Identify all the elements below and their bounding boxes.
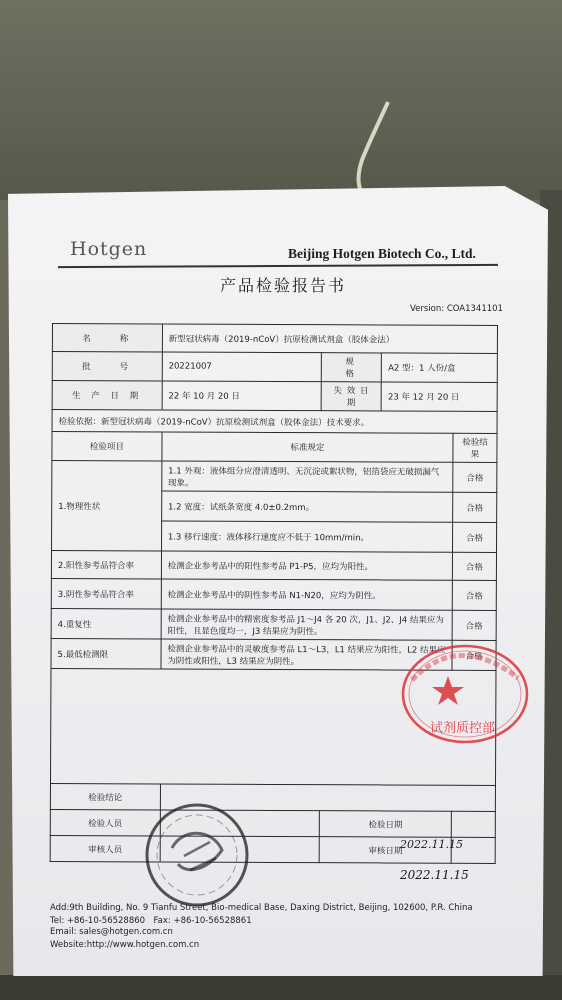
physical-standard-1: 1.1 外观：液体组分应澄清透明、无沉淀或絮状物，铝箔袋应无破损漏气现象。 (162, 461, 453, 492)
footer-tel-fax: Tel: +86-10-56528860 Fax: +86-10-56528861 (50, 916, 252, 926)
row-physical-1 (52, 461, 497, 493)
review-date-label: 审核日期 (319, 837, 451, 864)
physical-result-2: 合格 (453, 492, 497, 522)
row-inspector (50, 809, 495, 837)
row-batch (52, 352, 497, 383)
background-wall (0, 0, 562, 200)
negative-item: 3.阴性参考品符合率 (51, 578, 161, 608)
footer-address: Add:9th Building, No. 9 Tianfu Street, Bio-medical Base, Daxing District, Beijing, 102600, P.R. China (50, 903, 473, 913)
mfg-date-label: 生 产 日 期 (52, 381, 162, 410)
repeatability-item: 4.重复性 (51, 608, 161, 638)
positive-standard: 检测企业参考品中的阳性参考品 P1-P5，应均为阳性。 (161, 551, 452, 580)
document-title: 产品检验报告书 (220, 276, 347, 295)
name-value: 新型冠状病毒（2019-nCoV）抗原检测试剂盒（胶体金法） (162, 324, 497, 353)
row-negative (51, 578, 496, 610)
batch-value: 20221007 (162, 352, 322, 382)
exp-date-label: 失 效 日 期 (321, 382, 381, 411)
physical-standard-2: 1.2 宽度：试纸条宽度 4.0±0.2mm。 (161, 491, 452, 522)
repeatability-result: 合格 (452, 610, 496, 640)
row-basis (52, 410, 497, 434)
physical-result-1: 合格 (453, 462, 497, 492)
inspector-label: 检验人员 (50, 809, 160, 835)
row-positive (51, 551, 496, 581)
name-label: 名 称 (52, 324, 162, 352)
inspection-table (50, 323, 498, 864)
detection-limit-result: 合格 (452, 640, 496, 670)
negative-standard: 检测企业参考品中的阴性参考品 N1-N20，应均为阴性。 (161, 579, 452, 610)
inspect-date-cell (451, 811, 495, 837)
footer-email: Email: sales@hotgen.com.cn (50, 927, 173, 937)
company-logo: Hotgen (70, 238, 148, 260)
row-product-name (52, 324, 497, 354)
row-repeatability (51, 608, 496, 640)
negative-result: 合格 (452, 580, 496, 610)
stamp-department-text: 试剂质控部 (430, 721, 496, 736)
spec-value: A2 型：1 人份/盒 (382, 353, 498, 383)
conclusion-label: 检验结论 (50, 783, 160, 809)
physical-item: 1.物理性状 (52, 461, 162, 551)
company-seal-stamp (140, 798, 255, 913)
background-floor (0, 975, 562, 1000)
reviewer-label: 审核人员 (50, 835, 160, 861)
inspect-date-handwriting: 2022.11.15 (400, 838, 463, 851)
detection-limit-item: 5.最低检测限 (51, 638, 161, 668)
review-date-handwriting: 2022.11.15 (400, 868, 469, 882)
version-number: Version: COA1341101 (410, 304, 503, 314)
row-dates (52, 381, 497, 412)
positive-item: 2.阳性参考品符合率 (51, 551, 161, 579)
col-header-result: 检验结果 (453, 433, 497, 462)
quality-control-stamp (398, 640, 532, 748)
inspection-basis: 检验依据：新型冠状病毒（2019-nCoV）抗原检测试剂盒（胶体金法）技术要求。 (52, 410, 497, 434)
inspect-date-label: 检验日期 (320, 811, 452, 838)
detection-limit-standard: 检测企业参考品中的灵敏度参考品 L1～L3，L1 结果应为阳性，L2 结果应为阴性或阳性，L3 结果应为阴性。 (161, 639, 452, 670)
col-header-standard: 标准规定 (162, 432, 453, 462)
row-column-headers (52, 432, 497, 463)
spec-label: 规 格 (322, 353, 382, 382)
physical-standard-3: 1.3 移行速度：液体移行速度应不低于 10mm/min。 (161, 521, 452, 552)
col-header-item: 检验项目 (52, 432, 162, 461)
company-name: Beijing Hotgen Biotech Co., Ltd. (288, 246, 476, 261)
physical-result-3: 合格 (453, 522, 497, 552)
footer-website: Website:http://www.hotgen.com.cn (50, 940, 200, 950)
positive-result: 合格 (452, 552, 496, 580)
batch-label: 批 号 (52, 352, 162, 381)
repeatability-standard: 检测企业参考品中的精密度参考品 J1～J4 各 20 次，J1、J2、J4 结果应为阳性，且显色度均一，J3 结果应为阴性。 (161, 609, 452, 640)
row-conclusion (50, 783, 495, 811)
mfg-date-value: 22 年 10 月 20 日 (162, 381, 322, 411)
exp-date-value: 23 年 12 月 20 日 (381, 382, 497, 412)
